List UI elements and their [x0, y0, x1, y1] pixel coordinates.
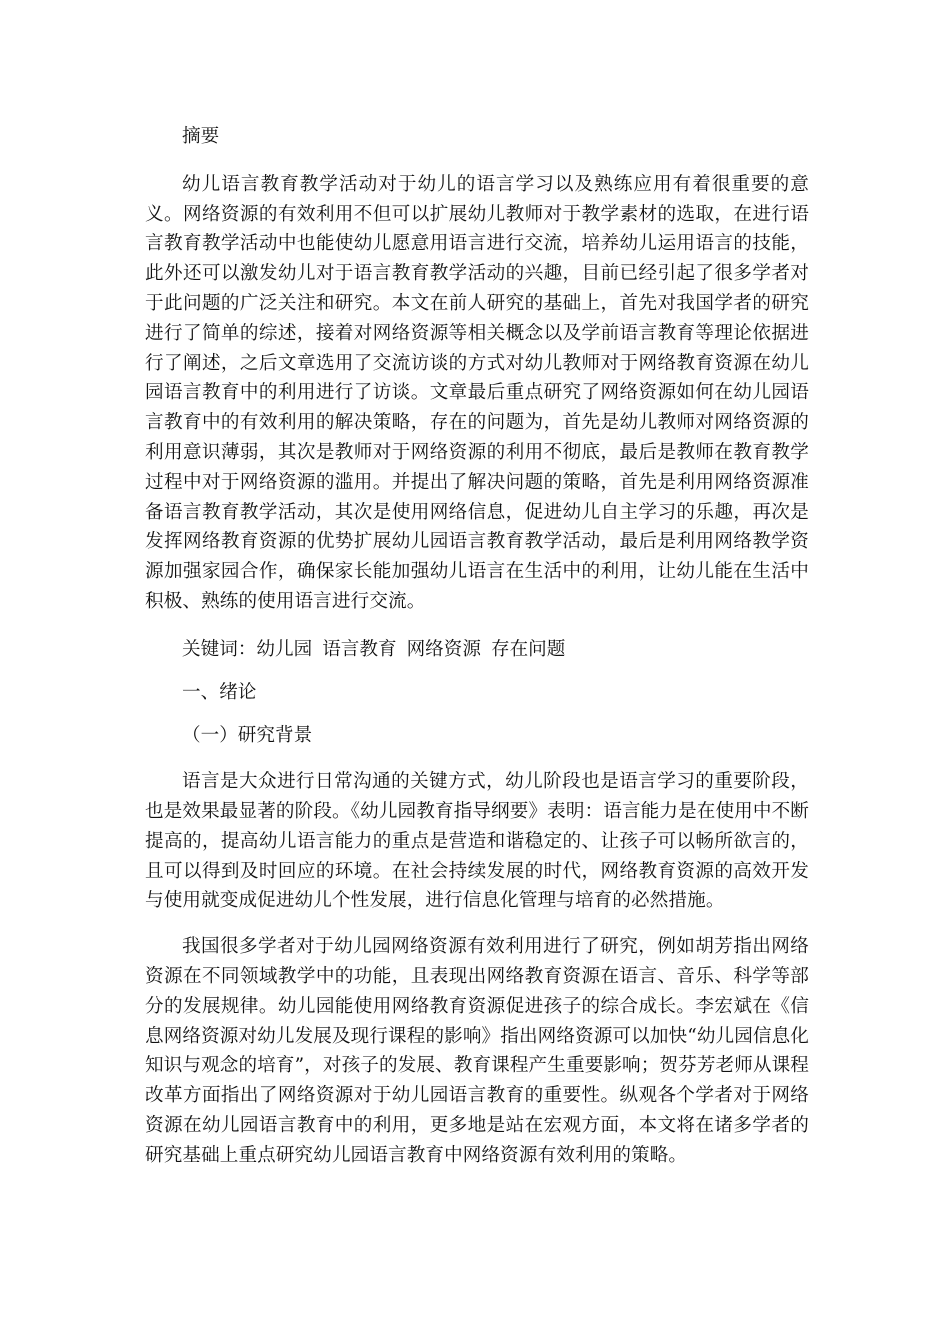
keywords-label: 关键词：: [182, 638, 257, 660]
keywords-line: [145, 635, 809, 665]
keyword-item: 幼儿园: [256, 638, 313, 660]
keyword-item: 网络资源: [406, 638, 481, 660]
abstract-body: 幼儿语言教育教学活动对于幼儿的语言学习以及熟练应用有着很重要的意义。网络资源的有效利用不但可以扩展幼儿教师对于教学素材的选取，在进行语言教育教学活动中也能使幼儿愿意用语言进行交流，培养幼儿运用语言的技能，此外还可以激发幼儿对于语言教育教学活动的兴趣，目前已经引起了很多学者对于此问题的广泛关注和研究。本文在前人研究的基础上，首先对我国学者的研究进行了简单的综述，接着对网络资源等相关概念以及学前语言教育等理论依据进行了阐述，之后文章选用了交流访谈的方式对幼儿教师对于网络教育资源在幼儿园语言教育中的利用进行了访谈。文章最后重点研究了网络资源如何在幼儿园语言教育中的有效利用的解决策略，存在的问题为，首先是幼儿教师对网络资源的利用意识薄弱，其次是教师对于网络资源的利用不彻底，最后是教师在教育教学过程中对于网络资源的滥用。并提出了解决问题的策略，首先是利用网络资源准备语言教育教学活动，其次是使用网络信息，促进幼儿自主学习的乐趣，再次是发挥网络教育资源的优势扩展幼儿园语言教育教学活动，最后是利用网络教学资源加强家园合作，确保家长能加强幼儿语言在生活中的利用，让幼儿能在生活中积极、熟练的使用语言进行交流。: [145, 173, 809, 612]
document-page: [145, 122, 809, 1171]
abstract-title: 摘要: [182, 126, 220, 147]
body-paragraph: 我国很多学者对于幼儿园网络资源有效利用进行了研究，例如胡芳指出网络资源在不同领域教学中的功能，且表现出网络教育资源在语言、音乐、科学等部分的发展规律。幼儿园能使用网络教育资源促进孩子的综合成长。李宏斌在《信息网络资源对幼儿发展及现行课程的影响》指出网络资源可以加快“幼儿园信息化知识与观念的培育”，对孩子的发展、教育课程产生重要影响；贺芬芳老师从课程改革方面指出了网络资源对于幼儿园语言教育的重要性。纵观各个学者对于网络资源在幼儿园语言教育中的利用，更多地是站在宏观方面，本文将在诸多学者的研究基础上重点研究幼儿园语言教育中网络资源有效利用的策略。: [145, 936, 809, 1166]
section-title: 一、绪论: [182, 681, 257, 703]
keyword-item: 语言教育: [322, 638, 397, 660]
body-paragraph: 语言是大众进行日常沟通的关键方式，幼儿阶段也是语言学习的重要阶段，也是效果最显著的阶段。《幼儿园教育指导纲要》表明：语言能力是在使用中不断提高的，提高幼儿语言能力的重点是营造和谐稳定的、让孩子可以畅所欲言的，且可以得到及时回应的环境。在社会持续发展的时代，网络教育资源的高效开发与使用就变成促进幼儿个性发展，进行信息化管理与培育的必然措施。: [145, 771, 809, 912]
keyword-item: 存在问题: [490, 638, 566, 660]
subsection-title: （一）研究背景: [182, 725, 313, 747]
